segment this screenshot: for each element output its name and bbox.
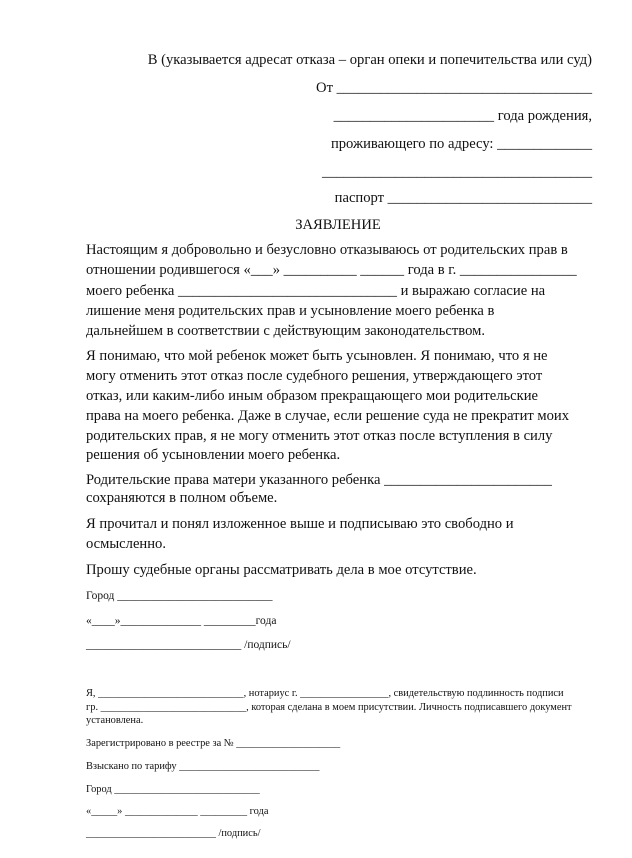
- text-line: сохраняются в полном объеме.: [86, 490, 278, 506]
- passport-line: паспорт ____________________________: [334, 190, 592, 206]
- text-line: отношении родившегося «___» __________ ______ года в г. ________________: [86, 262, 577, 278]
- paragraph-absence: Прошу судебные органы рассматривать дела в мое отсутствие.: [86, 562, 477, 578]
- notary-date-field: «_____» ______________ _________ года: [86, 806, 269, 817]
- birth-year-line: ______________________ года рождения,: [333, 108, 592, 124]
- date-field: «____»______________ _________года: [86, 615, 277, 627]
- document-title: ЗАЯВЛЕНИЕ: [295, 217, 381, 233]
- text-line: дальнейшем в соответствии с действующим законодательством.: [86, 323, 485, 339]
- text-line: Я понимаю, что мой ребенок может быть усыновлен. Я понимаю, что я не: [86, 348, 548, 364]
- text-line: могу отменить этот отказ после судебного решения, утверждающего этот: [86, 368, 543, 384]
- text-line: гр. ____________________________, которая сделана в моем присутствии. Личность подписавшего документ: [86, 702, 572, 713]
- text-line: Настоящим я добровольно и безусловно отказываюсь от родительских прав в: [86, 242, 568, 258]
- text-line: права на моего ребенка. Даже в случае, если решение суда не прекратит моих: [86, 408, 570, 424]
- addressee-line: В (указывается адресат отказа – орган опеки и попечительства или суд): [147, 52, 592, 68]
- city-field: Город ___________________________: [86, 590, 273, 602]
- tariff-field: Взыскано по тарифу ___________________________: [86, 761, 320, 772]
- signature-field: ___________________________ /подпись/: [86, 639, 291, 651]
- from-line: От ___________________________________: [316, 80, 592, 96]
- registry-field: Зарегистрировано в реестре за № ____________________: [86, 738, 341, 749]
- text-line: моего ребенка ______________________________ и выражаю согласие на: [86, 283, 546, 299]
- text-line: осмысленно.: [86, 536, 166, 552]
- text-line: лишение меня родительских прав и усыновление моего ребенка в: [86, 303, 495, 319]
- address-line-2: _____________________________________: [322, 164, 592, 180]
- text-line: решения об усыновлении моего ребенка.: [86, 447, 341, 463]
- address-line: проживающего по адресу: _____________: [330, 136, 592, 152]
- text-line: установлена.: [86, 715, 144, 726]
- text-line: Я, ____________________________, нотариус г. _________________, свидетельствую подлинность подписи: [86, 688, 564, 699]
- notary-signature-field: _________________________ /подпись/: [86, 828, 261, 839]
- text-line: Родительские права матери указанного ребенка _______________________: [86, 472, 552, 488]
- notary-city-field: Город ____________________________: [86, 784, 260, 795]
- text-line: Я прочитал и понял изложенное выше и подписываю это свободно и: [86, 516, 514, 532]
- text-line: родительских прав, я не могу отменить этот отказ после вступления в силу: [86, 428, 553, 444]
- text-line: отказ, или каким-либо иным образом прекращающего мои родительские: [86, 388, 539, 404]
